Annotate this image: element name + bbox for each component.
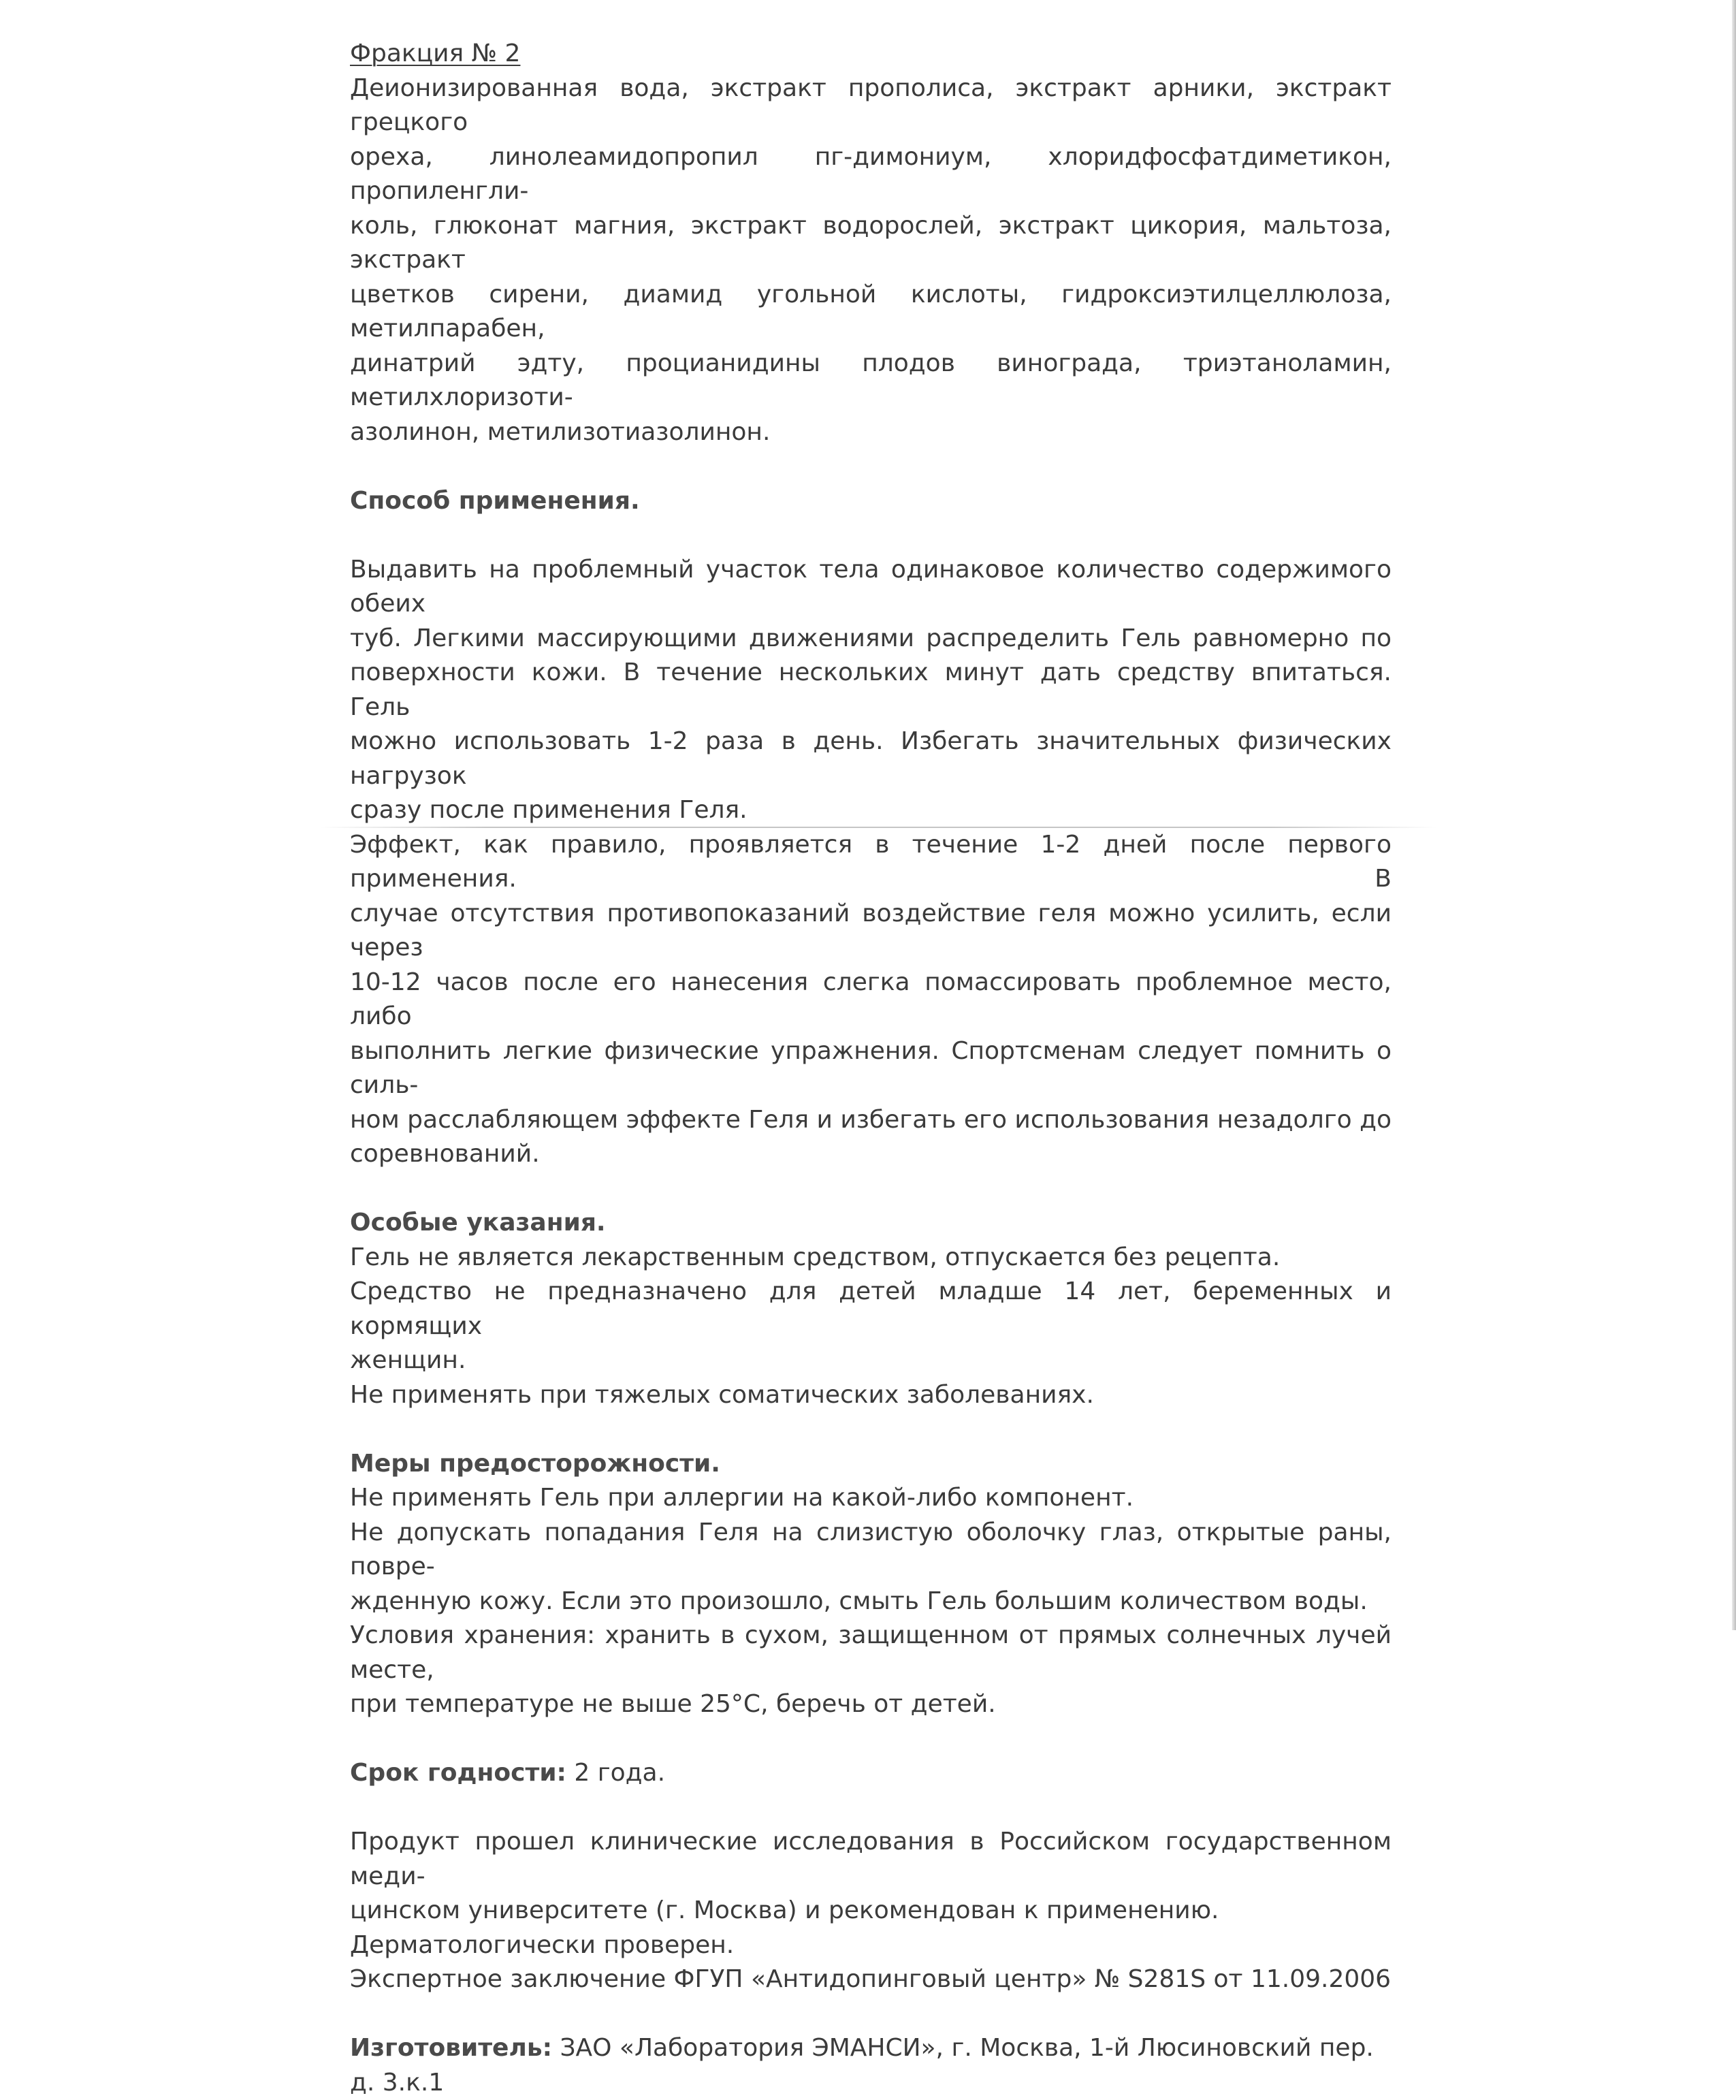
usage-line: поверхности кожи. В течение нескольких минут дать средству впитаться. Гель [350,658,1392,721]
manufacturer-value: ЗАО «Лаборатория ЭМАНСИ», г. Москва, 1-й Люсиновский пер. д. 3.к.1 [350,2034,1374,2097]
shelf-life-label: Срок годности: [350,1759,566,1787]
special-line: Средство не предназначено для детей младше 14 лет, беременных и кормящих [350,1277,1392,1340]
precautions-line: Не применять Гель при аллергии на какой-либо компонент. [350,1484,1134,1512]
usage-section [350,484,1392,1172]
usage-line: выполнить легкие физические упражнения. Спортсменам следует помнить о силь- [350,1036,1392,1099]
precautions-line: жденную кожу. Если это произошло, смыть Гель большим количеством воды. [350,1587,1368,1615]
spacer [350,1722,1392,1757]
fraction-title: Фракция № 2 [350,39,521,67]
fraction-line: цветков сирени, диамид угольной кислоты, гидроксиэтилцеллюлоза, метилпарабен, [350,280,1392,343]
special-line: женщин. [350,1346,466,1374]
usage-line: соревнований. [350,1140,540,1168]
fraction-line: Деионизированная вода, экстракт прополиса, экстракт арники, экстракт грецкого [350,74,1392,136]
clinical-line: Экспертное заключение ФГУП «Антидопинговый центр» № S281S от 11.09.2006 [350,1965,1392,1993]
usage-line: туб. Легкими массирующими движениями распределить Гель равномерно по [350,624,1392,652]
usage-line: Эффект, как правило, проявляется в течение 1-2 дней после первого применения. В [350,830,1392,893]
special-line: Гель не является лекарственным средством, отпускается без рецепта. [350,1243,1281,1271]
document-body [350,37,1392,2100]
spacer [350,1997,1392,2032]
spacer [350,1412,1392,1447]
clinical-line: цинском университете (г. Москва) и рекомендован к применению. [350,1896,1219,1924]
precautions-line: Условия хранения: хранить в сухом, защищенном от прямых солнечных лучей месте, [350,1621,1392,1684]
usage-line: сразу после применения Геля. [350,796,748,824]
clinical-line: Продукт прошел клинические исследования в Российском государственном меди- [350,1828,1392,1890]
fraction-line: коль, глюконат магния, экстракт водорослей, экстракт цикория, мальтоза, экстракт [350,211,1392,274]
special-section [350,1206,1392,1412]
usage-heading: Способ применения. [350,486,640,515]
clinical-section [350,1825,1392,1997]
usage-line: можно использовать 1-2 раза в день. Избегать значительных физических нагрузок [350,727,1392,790]
clinical-line: Дерматологически проверен. [350,1930,735,1959]
special-heading: Особые указания. [350,1209,606,1237]
spacer [350,449,1392,484]
precautions-heading: Меры предосторожности. [350,1449,720,1478]
precautions-line: Не допускать попадания Геля на слизистую оболочку глаз, открытые раны, повре- [350,1518,1392,1580]
fraction-line: азолинон, метилизотиазолинон. [350,417,771,446]
usage-line: случае отсутствия противопоказаний воздействие геля можно усилить, если через [350,899,1392,961]
manufacturer-label: Изготовитель: [350,2034,552,2062]
page-edge-shadow [1732,0,1736,1630]
shelf-life [350,1756,1392,1791]
usage-line: ном расслабляющем эффекте Геля и избегать его использования незадолго до [350,1105,1392,1134]
usage-line: Выдавить на проблемный участок тела одинаковое количество содержимого обеих [350,555,1392,618]
fraction-line: динатрий эдту, процианидины плодов винограда, триэтаноламин, метилхлоризоти- [350,349,1392,411]
spacer [350,1172,1392,1207]
usage-line: 10-12 часов после его нанесения слегка помассировать проблемное место, либо [350,968,1392,1030]
precautions-section [350,1447,1392,1722]
special-line: Не применять при тяжелых соматических заболеваниях. [350,1380,1094,1409]
shelf-life-value: 2 года. [566,1759,666,1787]
fraction-section [350,37,1392,449]
spacer [350,518,1392,553]
precautions-line: при температуре не выше 25°С, беречь от детей. [350,1690,996,1718]
fraction-line: ореха, линолеамидопропил пг-димониум, хлоридфосфатдиметикон, пропиленгли- [350,142,1392,205]
manufacturer [350,2031,1392,2100]
spacer [350,1791,1392,1826]
